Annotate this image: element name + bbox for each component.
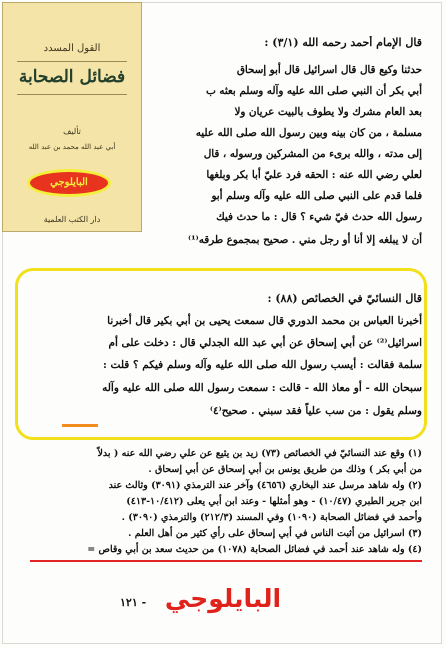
box-line: سبحان الله - أو معاذ الله - قالت : سمعت رسول الله صلى الله عليه وآله xyxy=(102,382,422,394)
body-line: رسول الله حدث فيّ شيء ؟ قال : ما حدث فيك xyxy=(216,211,422,223)
cover-top-text: القول المسدد xyxy=(43,43,101,54)
book-cover-image xyxy=(2,2,142,232)
cover-title: فضائل الصحابة xyxy=(18,67,126,87)
box-line: وسلم يقول : من سب علياً فقد سبني . صحيح⁽٤⁾ xyxy=(209,405,422,417)
sahih-underline xyxy=(62,424,98,427)
body-line: مسلمة ، من كان بينه وبين رسول الله صلى الله عليه xyxy=(195,127,422,139)
box-line: اسرائيل⁽²⁾ عن أبي إسحاق عن أبي عبد الله الجدلي قال : دخلت على أم xyxy=(108,337,422,349)
box-line: سلمة فقالت : أيسب رسول الله صلى الله عليه وآله وسلم فيكم ؟ قلت : xyxy=(102,359,422,371)
footnote-underline xyxy=(30,560,422,562)
footnote-line: (١) وقع عند النسائيّ في الخصائص (٧٣) زيد بن يثيع عن علي رضي الله عنه ( بدلاً xyxy=(97,448,422,459)
body-line: حدثنا وكيع قال قال اسرائيل قال أبو إسحاق xyxy=(236,64,422,76)
cover-publisher: دار الكتب العلمية xyxy=(43,215,101,224)
section-heading-ahmad: قال الإمام أحمد رحمه الله (٣/١) : xyxy=(264,36,422,49)
footnote-line: وأحمد في فضائل الصحابة (١٠٩٠) وفي المسند (٢١٢/٣) والترمذي (٣٠٩٠) . xyxy=(121,512,422,523)
body-line: أبي بكر أن النبي صلى الله عليه وآله وسلم بعثه ب xyxy=(206,85,422,97)
box-heading: قال النسائيّ في الخصائص (٨٨) : xyxy=(267,292,422,305)
cover-author-name: أبي عبد الله محمد بن عبد الله xyxy=(28,143,116,151)
footnote-line: (٣) اسرائيل من أثبت الناس في أبي إسحاق على رأي كثير من أهل العلم . xyxy=(128,528,422,539)
footnote-line-highlighted: (٤) وله شاهد عند أحمد في فضائل الصحابة (١٠٧٨) من حديث سعد بن أبي وقاص = xyxy=(87,544,422,555)
cover-author-label: تأليف xyxy=(63,127,81,136)
box-line: أخبرنا العباس بن محمد الدوري قال سمعت يحيى بن أبي بكير قال أخبرنا xyxy=(107,315,422,327)
body-line: إلى مدته ، والله برىء من المشركين ورسوله ، قال xyxy=(203,148,422,160)
body-line: بعد العام مشرك ولا يطوف بالبيت عريان ولا xyxy=(234,106,422,118)
brand-watermark: البايلوجي xyxy=(164,584,282,613)
body-line: أن لا يبلغه إلا أنا أو رجل مني . صحيح بمجموع طرقه⁽¹⁾ xyxy=(188,234,422,246)
footnote-line: من أبي بكر ) وذلك من طريق يونس بن أبي إسحاق عن أبي إسحاق . xyxy=(148,464,422,475)
footnote-line: ابن جرير الطبري (١٠/٤٧) - وهو أمثلها - وعند ابن أبي يعلى (١٠/٤١٢-٤١٣) xyxy=(126,496,422,507)
cover-brand-badge: البايلوجي xyxy=(27,169,111,197)
page-number: ١٢١ - xyxy=(120,596,147,609)
body-line: فلما قدم على النبي صلى الله عليه وآله وسلم أبو xyxy=(211,190,422,202)
body-line: لعلي رضي الله عنه : الحقه فرد عليّ أبا بكر وبلغها xyxy=(206,169,422,181)
footnote-line: (٢) وله شاهد مرسل عند البخاري (٤٦٥٦) وآخر عند الترمذي (٣٠٩١) وثالث عند xyxy=(108,480,422,491)
